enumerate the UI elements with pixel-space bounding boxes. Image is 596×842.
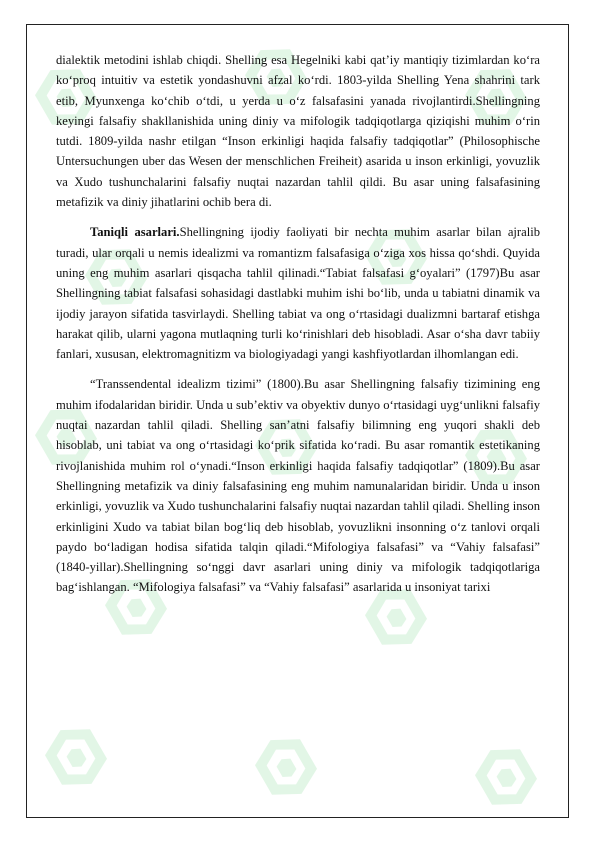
section-heading-notable-works: Taniqli asarlari. <box>90 225 180 240</box>
paragraph-text: Shellingning ijodiy faoliyati bir nechta muhim asarlar bilan ajralib turadi, ular orqali u nemis idealizmi va romantizm falsafasiga o‘ziga xos hissa qo‘shdi. Quyida uning eng muhim asarlari qisqacha tahlil qilinadi.“Tabiat falsafasi g‘oyalari” (1797)Bu asar Shellingning tabiat falsafasi sohasidagi dastlabki muhim ishi bo‘lib, unda u tabiatni dinamik va ijodiy jarayon sifatida tasvirlaydi. Shelling tabiat va ong o‘rtasidagi dualizmni bartaraf etishga harakat qilib, ularni yagona mutlaqning turli ko‘rinishlari deb hisobladi. Asar o‘sha davr tabiiy fanlari, xususan, elektromagnitizm va biologiyadagi yangi kashfiyotlardan ilhomlangan edi. <box>56 225 540 362</box>
paragraph-text: dialektik metodini ishlab chiqdi. Shelling esa Hegelniki kabi qat’iy mantiqiy tizimlardan ko‘ra ko‘proq intuitiv va estetik yondashuvni afzal ko‘rdi. 1803-yilda Shelling Yena shahrini tark etib, Myunxenga ko‘chib o‘tdi, u yerda u o‘z falsafasini yanada rivojlantirdi.Shellingning keyingi falsafiy shakllanishida uning diniy va mifologik tadqiqotlarga qiziqishi muhim o‘rin tutdi. 1809-yilda nashr etilgan “Inson erkinligi haqida falsafiy tadqiqotlar” (Philosophische Untersuchungen uber das Wesen der menschlichen Freiheit) asarida u inson erkinligi, yovuzlik va Xudo tushunchalarini falsafiy nuqtai nazardan tahlil qildi. Bu asar uning falsafasining metafizik va diniy jihatlarini ochib bera di. <box>56 53 540 210</box>
paragraph-text: “Transsendental idealizm tizimi” (1800).Bu asar Shellingning falsafiy tizimining eng muhim ifodalaridan biridir. Unda u sub’ektiv va obyektiv dunyo o‘rtasidagi uyg‘unlikni falsafiy nuqtai nazardan tahlil qiladi. Shelling san’atni falsafiy bilimning eng yuqori shakli deb hisoblab, uni tabiat va ong o‘rtasidagi ko‘prik sifatida ko‘radi. Bu asar romantik estetikaning rivojlanishida muhim rol o‘ynadi.“Inson erkinligi haqida falsafiy tadqiqotlar” (1809).Bu asar Shellingning metafizik va diniy falsafasining eng muhim namunalaridan biridir. Unda u inson erkinligi, yovuzlik va Xudo tushunchalarini falsafiy nuqtai nazardan tahlil qiladi. Shelling inson erkinligini Xudo va tabiat bilan bog‘liq deb hisoblab, yovuzlikni insonning o‘z tanlovi orqali paydo bo‘ladigan hodisa sifatida talqin qiladi.“Mifologiya falsafasi” va “Vahiy falsafasi” (1840-yillar).Shellingning so‘nggi davr asarlari uning diniy va mifologik tadqiqotlariga bag‘ishlangan. “Mifologiya falsafasi” va “Vahiy falsafasi” asarlarida u insoniyat tarixi <box>56 377 540 595</box>
document-body <box>56 50 540 598</box>
paragraph <box>56 374 540 597</box>
paragraph <box>56 222 540 364</box>
paragraph <box>56 50 540 212</box>
